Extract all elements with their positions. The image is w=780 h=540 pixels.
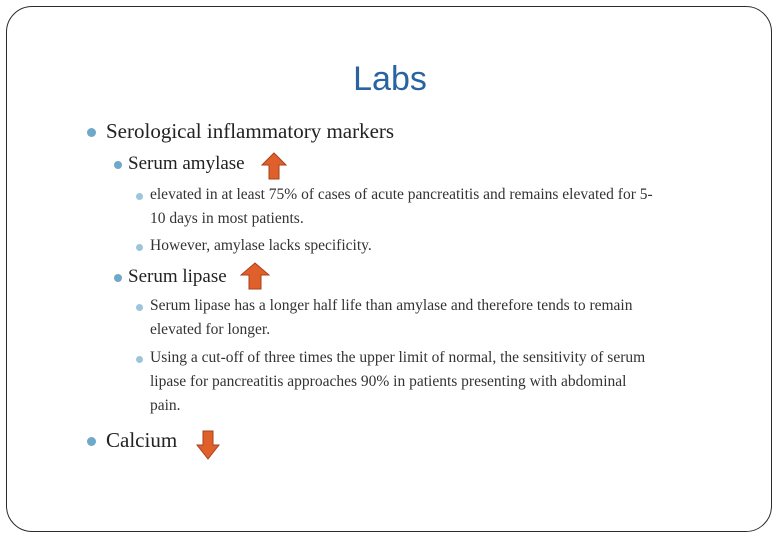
bullet-dot [136, 356, 143, 363]
bullet-markers: Serological inflammatory markers [106, 119, 395, 143]
slide-title: Labs [353, 60, 427, 98]
arrow-down-icon [196, 430, 220, 460]
bullet-dot [87, 128, 96, 137]
bullet-dot [87, 437, 96, 446]
lipase-point-2-line-3: pain. [150, 397, 181, 414]
bullet-dot [136, 304, 143, 311]
amylase-point-2: However, amylase lacks specificity. [150, 237, 372, 254]
bullet-amylase: Serum amylase [128, 153, 245, 174]
bullet-dot [136, 244, 143, 251]
lipase-point-1-line-1: Serum lipase has a longer half life than amylase and therefore tends to remain [150, 297, 633, 314]
lipase-point-2-line-2: lipase for pancreatitis approaches 90% in patients presenting with abdominal [150, 373, 627, 390]
bullet-dot [136, 193, 143, 200]
bullet-lipase: Serum lipase [128, 266, 227, 287]
bullet-dot [114, 161, 122, 169]
bullet-calcium: Calcium [106, 428, 178, 452]
lipase-point-2-line-1: Using a cut-off of three times the upper limit of normal, the sensitivity of serum [150, 349, 646, 366]
bullet-dot [114, 274, 122, 282]
arrow-up-icon [261, 152, 287, 180]
lipase-point-1-line-2: elevated for longer. [150, 321, 271, 338]
amylase-point-1-line-2: 10 days in most patients. [150, 210, 304, 227]
amylase-point-1-line-1: elevated in at least 75% of cases of acute pancreatitis and remains elevated for 5- [150, 186, 653, 203]
arrow-up-icon [240, 262, 270, 290]
